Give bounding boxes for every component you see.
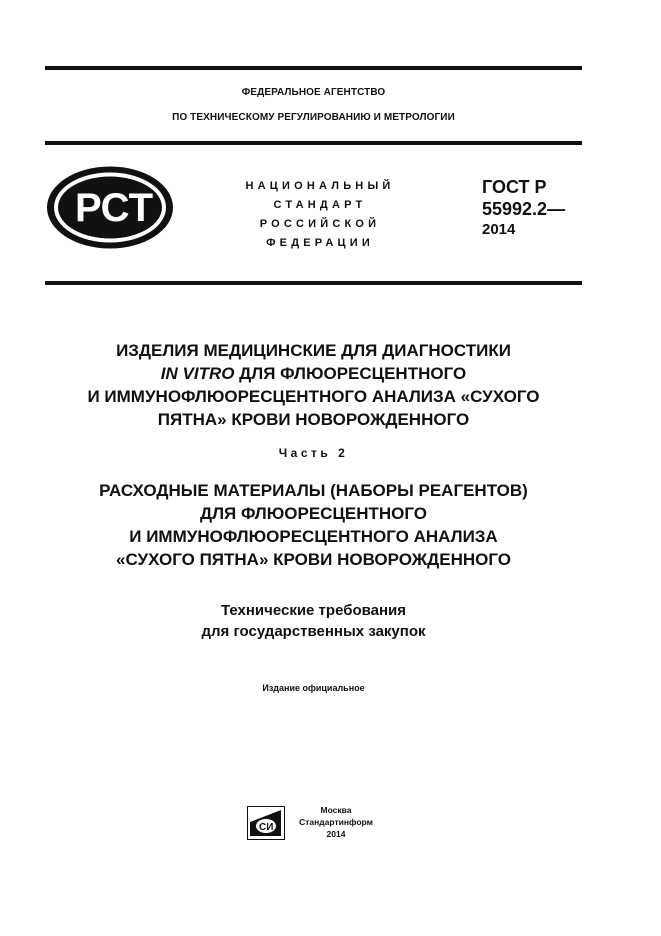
publisher-city: Москва bbox=[320, 805, 352, 815]
national-standard-line-2: СТАНДАРТ bbox=[273, 199, 367, 211]
subtitle-line-2: для государственных закупок bbox=[201, 623, 426, 640]
title-line-2-rest: ДЛЯ ФЛЮОРЕСЦЕНТНОГО bbox=[234, 364, 467, 383]
publisher-year: 2014 bbox=[326, 829, 346, 839]
top-rule bbox=[45, 66, 582, 70]
part-title-line-3: И ИММУНОФЛЮОРЕСЦЕНТНОГО АНАЛИЗА bbox=[129, 527, 498, 546]
rst-logo-icon bbox=[45, 165, 175, 250]
gost-year: 2014 bbox=[482, 221, 516, 238]
title-line-1: ИЗДЕЛИЯ МЕДИЦИНСКИЕ ДЛЯ ДИАГНОСТИКИ bbox=[116, 341, 511, 360]
subtitle-line-1: Технические требования bbox=[220, 602, 407, 619]
national-standard-line-4: ФЕДЕРАЦИИ bbox=[266, 237, 374, 249]
standartinform-logo-text: СИ bbox=[259, 822, 274, 833]
edition-note: Издание официальное bbox=[262, 683, 365, 693]
part-title-line-1: РАСХОДНЫЕ МАТЕРИАЛЫ (НАБОРЫ РЕАГЕНТОВ) bbox=[99, 481, 528, 500]
part-number: Часть 2 bbox=[278, 446, 349, 460]
title-line-3: И ИММУНОФЛЮОРЕСЦЕНТНОГО АНАЛИЗА «СУХОГО bbox=[87, 387, 540, 406]
part-title bbox=[45, 479, 582, 571]
gost-code: ГОСТ Р bbox=[482, 177, 547, 197]
agency-line-2: ПО ТЕХНИЧЕСКОМУ РЕГУЛИРОВАНИЮ И МЕТРОЛОГИИ bbox=[172, 112, 455, 123]
national-standard-block bbox=[200, 177, 440, 253]
national-standard-line-1: НАЦИОНАЛЬНЫЙ bbox=[245, 180, 395, 192]
title-line-2 bbox=[45, 362, 582, 385]
standartinform-logo-icon bbox=[247, 806, 285, 840]
gost-designation bbox=[482, 176, 565, 240]
rst-logo-text: РСТ bbox=[75, 186, 154, 230]
title-rule bbox=[45, 281, 582, 285]
gost-number: 55992.2— bbox=[482, 199, 566, 219]
publisher-name: Стандартинформ bbox=[299, 817, 373, 827]
part-title-line-2: ДЛЯ ФЛЮОРЕСЦЕНТНОГО bbox=[199, 504, 428, 523]
header-rule bbox=[45, 141, 582, 145]
agency-line-1: ФЕДЕРАЛЬНОЕ АГЕНТСТВО bbox=[241, 87, 386, 98]
title-line-2-italic: IN VITRO bbox=[160, 364, 235, 383]
national-standard-line-3: РОССИЙСКОЙ bbox=[259, 218, 381, 230]
part-title-line-4: «СУХОГО ПЯТНА» КРОВИ НОВОРОЖДЕННОГО bbox=[116, 550, 511, 569]
title-line-4: ПЯТНА» КРОВИ НОВОРОЖДЕННОГО bbox=[157, 410, 470, 429]
publisher-info bbox=[296, 804, 376, 840]
document-title bbox=[45, 339, 582, 431]
subtitle bbox=[45, 600, 582, 642]
